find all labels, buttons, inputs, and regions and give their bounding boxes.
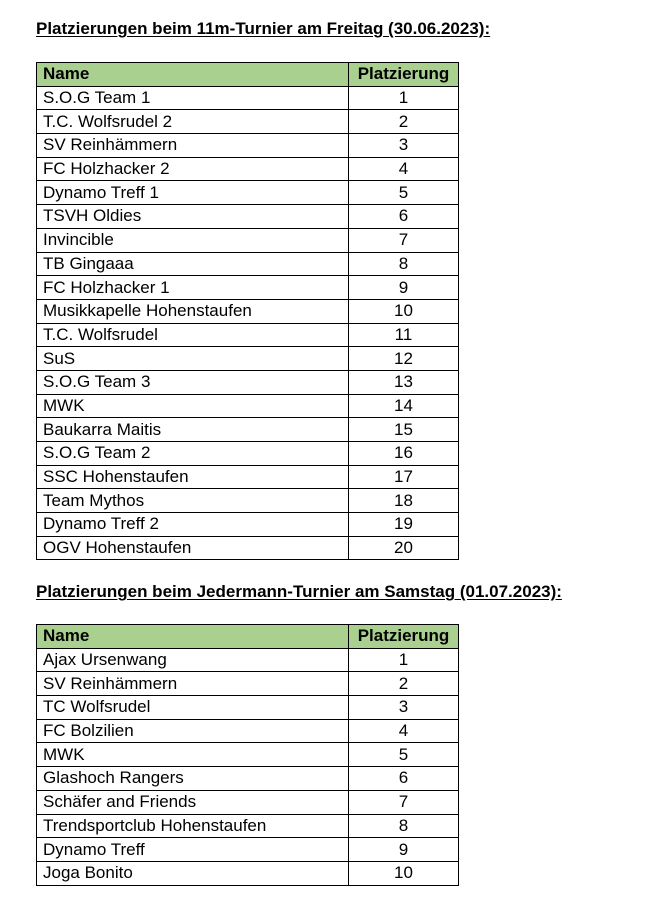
team-name-cell: Schäfer and Friends [37,790,349,814]
placement-cell: 8 [349,252,459,276]
team-name-cell: OGV Hohenstaufen [37,536,349,560]
table-row [37,299,459,323]
table-row [37,394,459,418]
table-row [37,767,459,791]
placement-cell: 4 [349,719,459,743]
team-name-cell: Musikkapelle Hohenstaufen [37,299,349,323]
team-name-cell: Glashoch Rangers [37,767,349,791]
table-row [37,276,459,300]
team-name-cell: TSVH Oldies [37,205,349,229]
table-row [37,157,459,181]
table-row [37,465,459,489]
team-name-cell: Dynamo Treff 1 [37,181,349,205]
team-name-cell: FC Holzhacker 1 [37,276,349,300]
placement-cell: 10 [349,299,459,323]
table-row [37,861,459,885]
table-row [37,790,459,814]
team-name-cell: Joga Bonito [37,861,349,885]
column-header-name: Name [37,63,349,87]
table-row [37,134,459,158]
placement-cell: 2 [349,110,459,134]
team-name-cell: MWK [37,743,349,767]
placement-cell: 4 [349,157,459,181]
placement-cell: 19 [349,513,459,537]
ranking-table-friday [36,62,459,560]
table-row [37,442,459,466]
table-row [37,536,459,560]
placement-cell: 2 [349,672,459,696]
column-header-placement: Platzierung [349,63,459,87]
table-row [37,181,459,205]
table-row [37,228,459,252]
placement-cell: 10 [349,861,459,885]
table-row [37,719,459,743]
section-title-saturday: Platzierungen beim Jedermann-Turnier am Samstag (01.07.2023): [36,582,562,601]
placement-cell: 3 [349,134,459,158]
column-header-placement: Platzierung [349,625,459,649]
table-row [37,814,459,838]
team-name-cell: TB Gingaaa [37,252,349,276]
team-name-cell: T.C. Wolfsrudel [37,323,349,347]
table-row [37,672,459,696]
placement-cell: 18 [349,489,459,513]
placement-cell: 8 [349,814,459,838]
table-row [37,323,459,347]
team-name-cell: S.O.G Team 2 [37,442,349,466]
placement-cell: 6 [349,205,459,229]
table-row [37,252,459,276]
table-row [37,205,459,229]
placement-cell: 13 [349,370,459,394]
placement-cell: 17 [349,465,459,489]
team-name-cell: S.O.G Team 3 [37,370,349,394]
team-name-cell: Trendsportclub Hohenstaufen [37,814,349,838]
table-row [37,347,459,371]
team-name-cell: SuS [37,347,349,371]
team-name-cell: S.O.G Team 1 [37,86,349,110]
placement-cell: 16 [349,442,459,466]
placement-cell: 9 [349,838,459,862]
placement-cell: 5 [349,743,459,767]
table-row [37,86,459,110]
table-row [37,489,459,513]
table-row [37,838,459,862]
table-row [37,418,459,442]
placement-cell: 14 [349,394,459,418]
placement-cell: 20 [349,536,459,560]
placement-cell: 1 [349,648,459,672]
team-name-cell: FC Bolzilien [37,719,349,743]
placement-cell: 5 [349,181,459,205]
section-title-friday: Platzierungen beim 11m-Turnier am Freitag (30.06.2023): [36,19,491,38]
team-name-cell: MWK [37,394,349,418]
team-name-cell: SV Reinhämmern [37,134,349,158]
table-row [37,743,459,767]
team-name-cell: T.C. Wolfsrudel 2 [37,110,349,134]
placement-cell: 6 [349,767,459,791]
placement-cell: 3 [349,696,459,720]
table-header-row [37,625,459,649]
table-row [37,110,459,134]
table-row [37,370,459,394]
placement-cell: 15 [349,418,459,442]
table-row [37,648,459,672]
table-row [37,513,459,537]
team-name-cell: Dynamo Treff 2 [37,513,349,537]
placement-cell: 7 [349,790,459,814]
placement-cell: 1 [349,86,459,110]
team-name-cell: Baukarra Maitis [37,418,349,442]
ranking-table-saturday [36,624,459,886]
team-name-cell: FC Holzhacker 2 [37,157,349,181]
column-header-name: Name [37,625,349,649]
placement-cell: 11 [349,323,459,347]
table-row [37,696,459,720]
placement-cell: 9 [349,276,459,300]
team-name-cell: SSC Hohenstaufen [37,465,349,489]
table-header-row [37,63,459,87]
team-name-cell: Dynamo Treff [37,838,349,862]
team-name-cell: SV Reinhämmern [37,672,349,696]
placement-cell: 7 [349,228,459,252]
team-name-cell: Team Mythos [37,489,349,513]
team-name-cell: Invincible [37,228,349,252]
team-name-cell: TC Wolfsrudel [37,696,349,720]
team-name-cell: Ajax Ursenwang [37,648,349,672]
placement-cell: 12 [349,347,459,371]
